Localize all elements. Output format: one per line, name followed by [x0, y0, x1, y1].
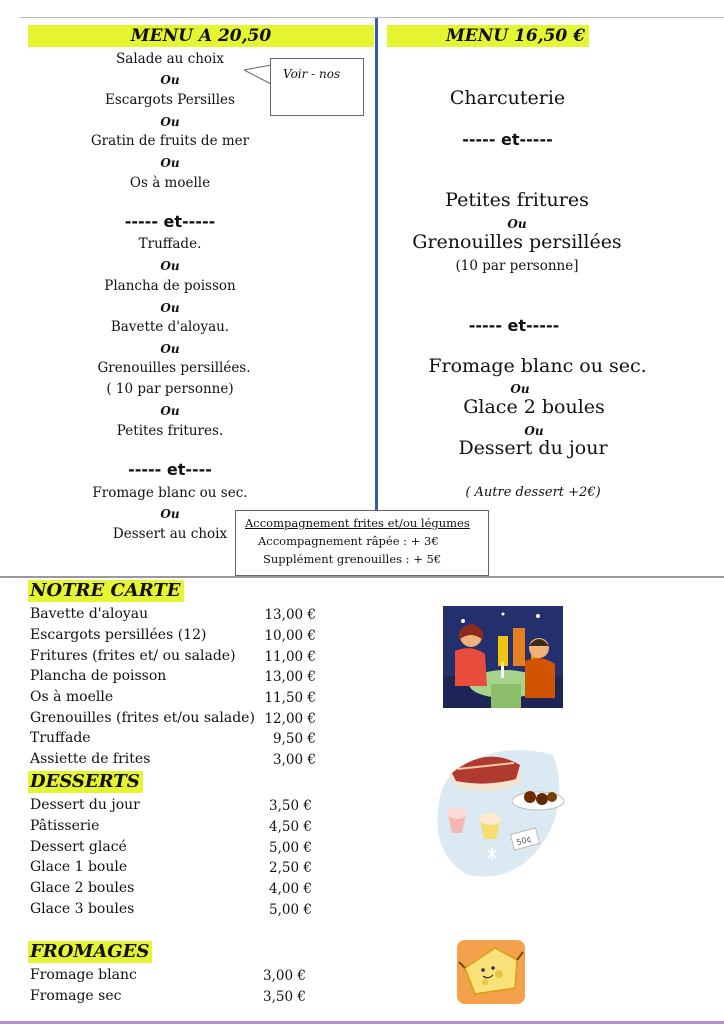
menu-a-plat: Petites fritures. [116, 423, 224, 439]
menu-b-or: Ou [507, 217, 527, 231]
menu-b-et: ----- et----- [462, 130, 553, 149]
menu-b-or: Ou [510, 382, 530, 396]
carte-price: 3,00 € [273, 752, 316, 768]
accompagnement-line: Accompagnement râpée : + 3€ [258, 534, 439, 548]
carte-item: Truffade [30, 730, 91, 746]
menu-a-plat-note: ( 10 par personne) [106, 381, 234, 397]
dinner-couple-icon [443, 606, 563, 708]
carte-item: Os à moelle [30, 689, 114, 705]
menu-b-or: Ou [524, 424, 544, 438]
dessert-item: Pâtisserie [30, 818, 100, 834]
carte-item: Assiette de frites [30, 751, 151, 767]
menu-a-dessert: Dessert au choix [112, 526, 228, 542]
menu-a-et: ----- et----- [124, 212, 216, 231]
fromages-title: FROMAGES [28, 941, 152, 963]
callout-note-text: Voir - nos [283, 67, 341, 81]
menu-a-plat: Truffade. [138, 236, 202, 252]
cake-price-tag: 50¢ [515, 834, 533, 848]
carte-item: Grenouilles (frites et/ou salade) [30, 710, 255, 726]
menu-a-or: Ou [160, 507, 180, 521]
menu-a-or: Ou [160, 115, 180, 129]
menu-a-entree: Escargots Persilles [105, 92, 235, 108]
accompagnement-title: Accompagnement frites et/ou légumes [245, 516, 470, 530]
carte-price: 11,00 € [264, 649, 316, 665]
dessert-price: 4,00 € [269, 881, 312, 897]
menu-b-title: MENU 16,50 € [387, 25, 589, 47]
dessert-price: 3,50 € [269, 798, 312, 814]
menu-a-plat: Bavette d'aloyau. [110, 319, 230, 335]
menu-b-plat: Grenouilles persillées [412, 231, 622, 253]
cheese-icon [455, 938, 527, 1006]
menu-a-or: Ou [160, 342, 180, 356]
menu-b-dessert: Fromage blanc ou sec. [428, 355, 647, 377]
menu-a-entree: Os à moelle [129, 175, 211, 191]
dessert-price: 4,50 € [269, 819, 312, 835]
top-divider [20, 17, 724, 18]
accompagnement-box [235, 510, 489, 576]
dessert-item: Glace 3 boules [30, 901, 135, 917]
dessert-price: 2,50 € [269, 860, 312, 876]
menu-a-plat: Plancha de poisson [104, 278, 236, 294]
carte-item: Plancha de poisson [30, 668, 167, 684]
menu-b-dessert: Glace 2 boules [463, 396, 605, 418]
fromage-item: Fromage blanc [30, 967, 137, 983]
desserts-title: DESSERTS [28, 771, 143, 793]
menu-a-plat: Grenouilles persillées. [97, 360, 251, 376]
notre-carte-title: NOTRE CARTE [28, 580, 184, 602]
menu-b-dessert: Dessert du jour [458, 437, 608, 459]
menu-b-extra: ( Autre dessert +2€) [465, 485, 601, 500]
dessert-item: Glace 2 boules [30, 880, 135, 896]
menu-a-or: Ou [160, 301, 180, 315]
menu-a-or: Ou [160, 156, 180, 170]
dessert-price: 5,00 € [269, 902, 312, 918]
menu-b-plat-note: (10 par personne] [455, 258, 579, 274]
carte-price: 9,50 € [273, 731, 316, 747]
dessert-item: Glace 1 boule [30, 859, 128, 875]
dessert-item: Dessert du jour [30, 797, 140, 813]
carte-price: 13,00 € [264, 607, 316, 623]
menu-a-title: MENU A 20,50 [28, 25, 374, 47]
menu-a-dessert: Fromage blanc ou sec. [92, 485, 248, 501]
menu-a-or: Ou [160, 404, 180, 418]
menu-b-entree: Charcuterie [449, 87, 566, 109]
menu-a-or: Ou [160, 259, 180, 273]
accompagnement-line: Supplément grenouilles : + 5€ [263, 552, 442, 566]
menu-a-entree: Salade au choix [116, 51, 224, 67]
menu-a-et: ----- et---- [128, 460, 212, 479]
dessert-item: Dessert glacé [30, 839, 127, 855]
menu-b-plat: Petites fritures [445, 189, 589, 211]
fromage-price: 3,50 € [263, 989, 306, 1005]
carte-item: Fritures (frites et/ ou salade) [30, 648, 236, 664]
menu-b-et: ----- et----- [468, 316, 560, 335]
carte-price: 11,50 € [264, 690, 316, 706]
fromage-item: Fromage sec [30, 988, 122, 1004]
carte-price: 13,00 € [264, 669, 316, 685]
section-divider [0, 576, 724, 578]
carte-item: Bavette d'aloyau [30, 606, 149, 622]
column-divider [375, 18, 378, 510]
carte-item: Escargots persillées (12) [30, 627, 207, 643]
carte-price: 12,00 € [264, 711, 316, 727]
menu-a-entree: Gratin de fruits de mer [90, 133, 250, 149]
fromage-price: 3,00 € [263, 968, 306, 984]
callout-note [270, 58, 364, 116]
dessert-plate-icon [428, 735, 568, 885]
carte-price: 10,00 € [264, 628, 316, 644]
dessert-price: 5,00 € [269, 840, 312, 856]
callout-join [272, 61, 276, 111]
menu-a-or: Ou [160, 73, 180, 87]
